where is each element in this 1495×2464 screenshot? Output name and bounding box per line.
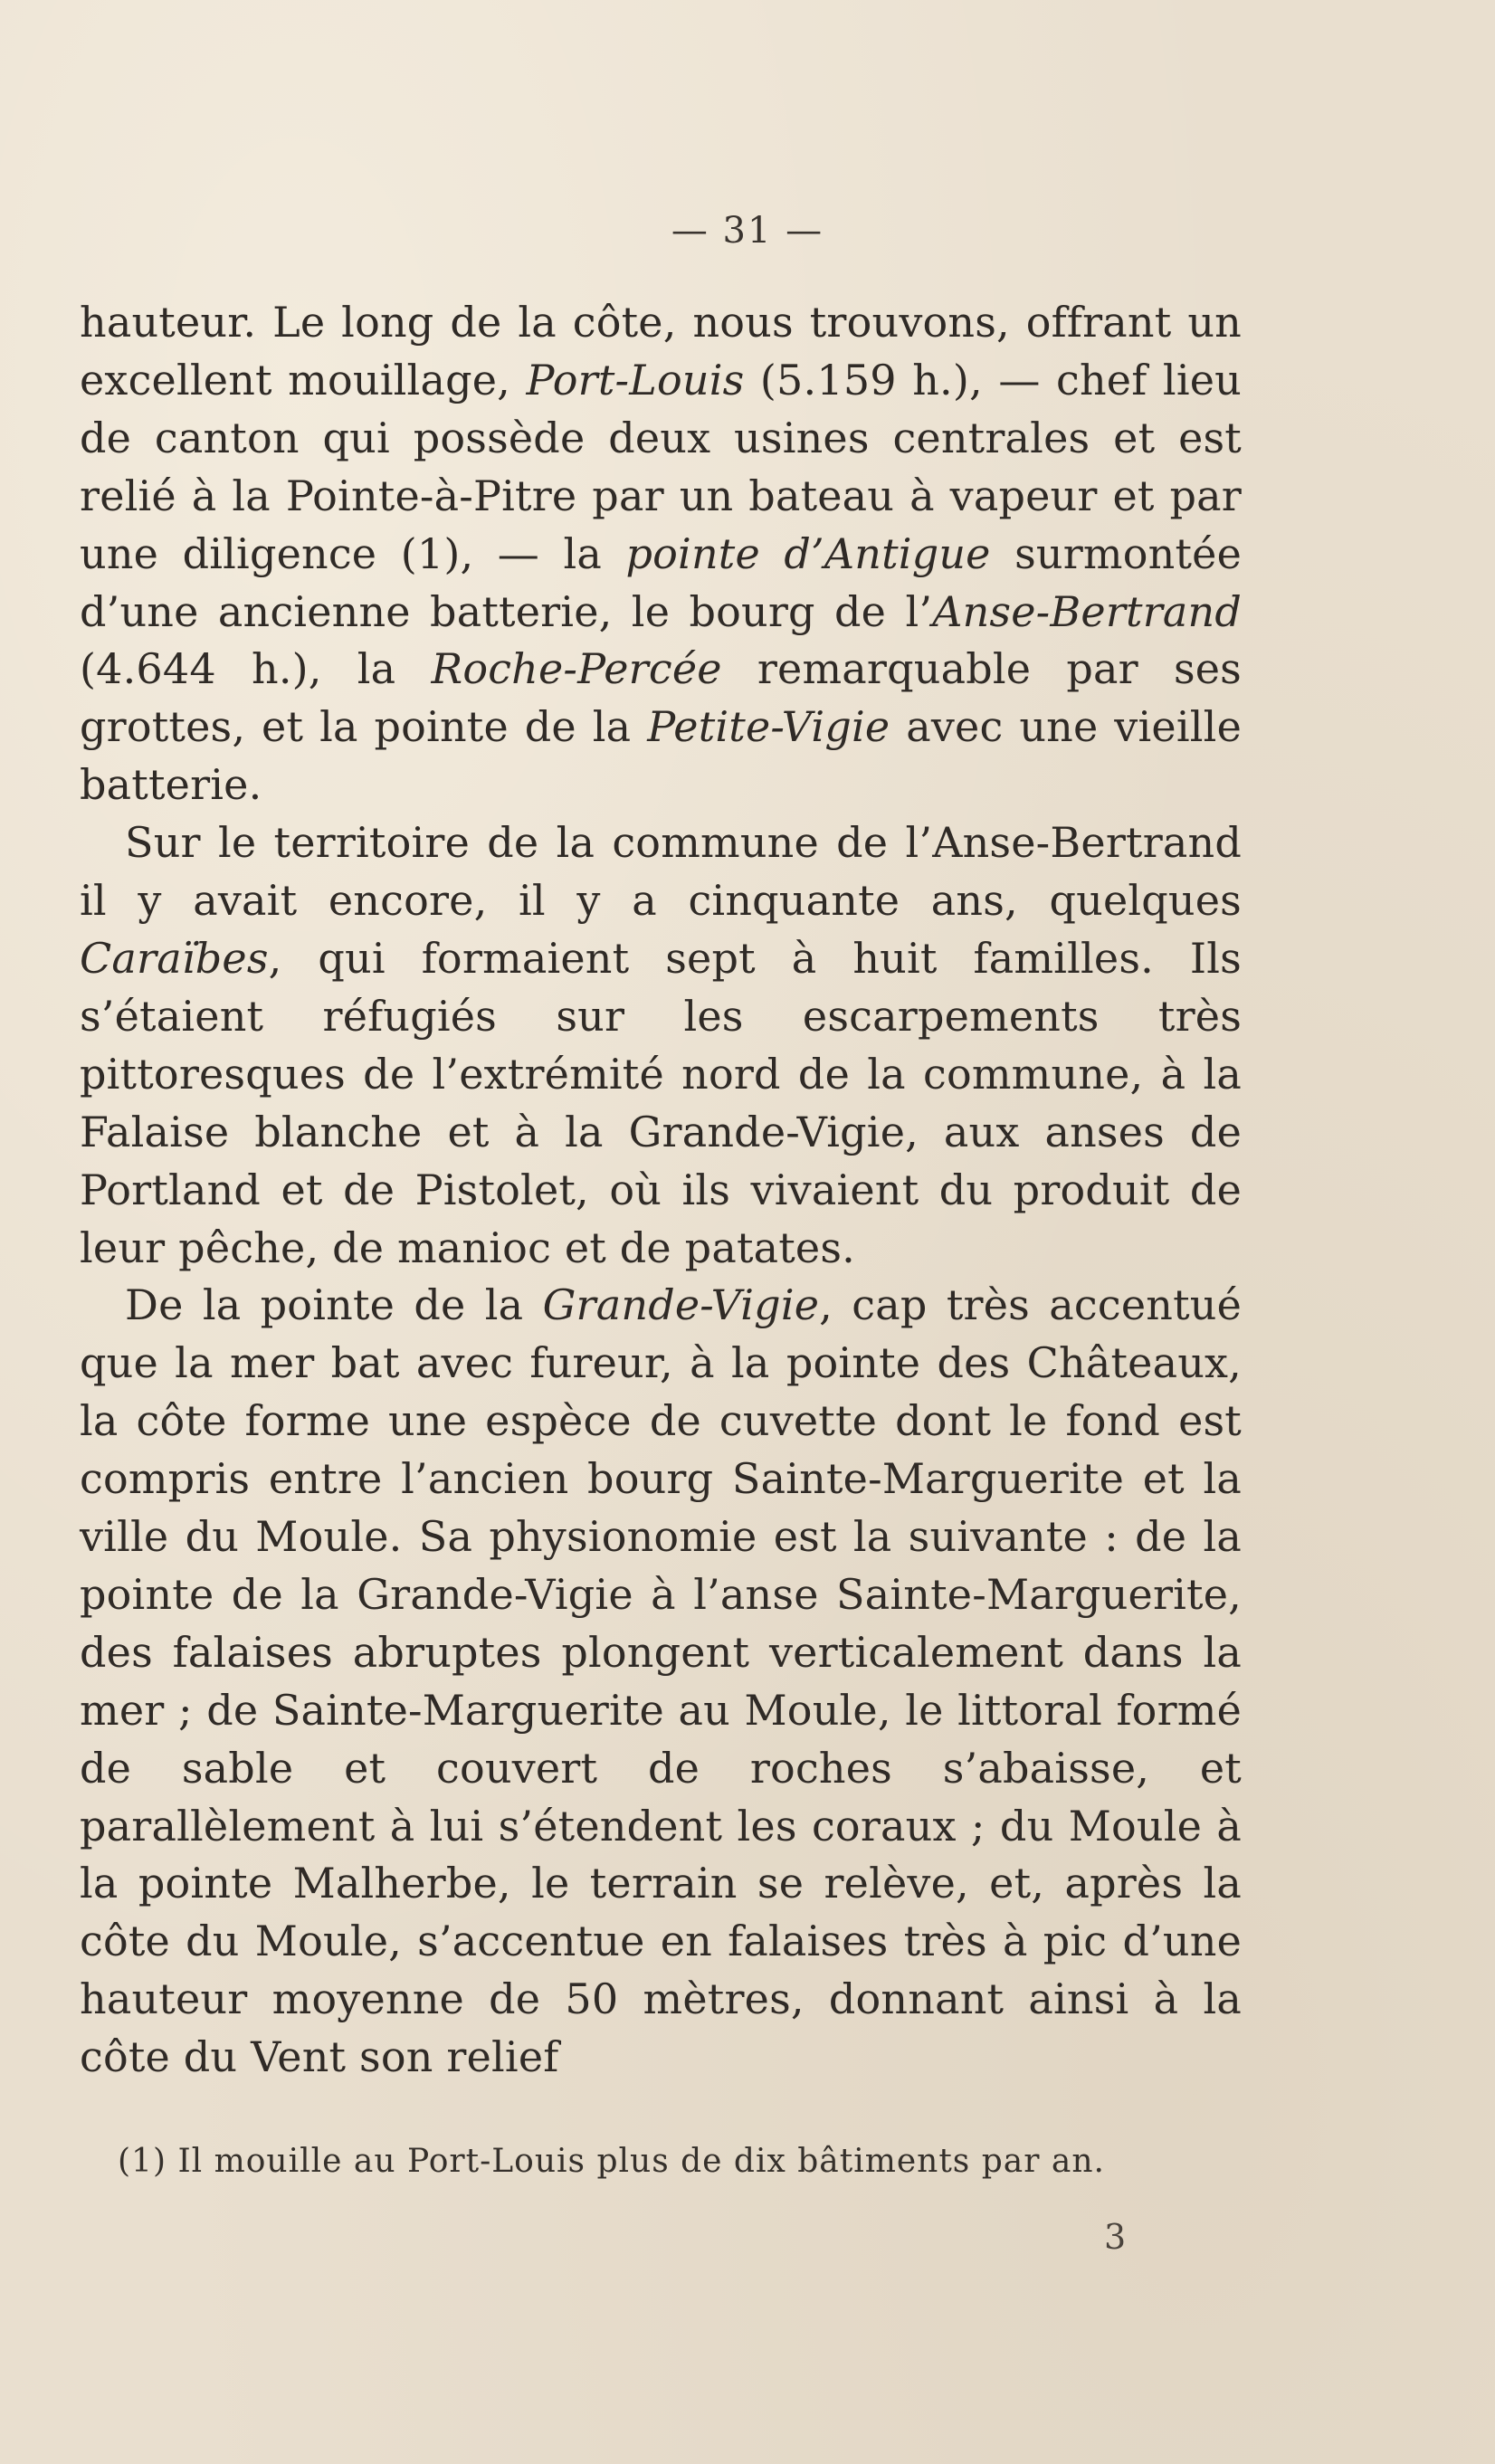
text-segment: avec une vieille batterie.	[80, 702, 1242, 810]
text-segment: (4.644 h.), la	[80, 644, 432, 694]
place-name: pointe d’Antigue	[625, 528, 991, 578]
place-name: Port-Louis	[526, 355, 745, 404]
text-segment: De la pointe de la	[125, 1280, 543, 1330]
text-segment: (5.159 h.), — chef lieu de canton qui possède deux usines centrales et est relié à la Pointe-à-Pitre par un bateau à vapeur et par une diligence (1), — la	[80, 355, 1242, 578]
signature-mark: 3	[1104, 2217, 1127, 2257]
place-name: Anse-Bertrand	[932, 586, 1242, 636]
text-segment: , qui formaient sept à huit familles. Ils s’étaient réfugiés sur les escarpements très pittoresques de l’extrémité nord de la commune, à la Falaise blanche et à la Grande-Vigie, aux anses de Portland et de Pistolet, où ils vivaient du produit de leur pêche, de manioc et de patates.	[80, 933, 1242, 1272]
text-segment: Sur le territoire de la commune de l’Anse-Bertrand il y avait encore, il y a cinquante ans, quelques	[80, 818, 1242, 926]
paragraph-1	[80, 294, 1242, 814]
text-segment: hauteur. Le long de la côte, nous trouvons, offrant un excellent mouillage,	[80, 298, 1242, 404]
text-segment: , cap très accentué que la mer bat avec fureur, à la pointe des Châteaux, la côte forme une espèce de cuvette dont le fond est compris entre l’ancien bourg Sainte-Marguerite et la ville du Moule. Sa physionomie est la suivante : de la pointe de la Grande-Vigie à l’anse Sainte-Marguerite, des falaises abruptes plongent verticalement dans la mer ; de Sainte-Marguerite au Moule, le littoral formé de sable et couvert de roches s’abaisse, et parallèlement à lui s’étendent les coraux ; du Moule à la pointe Malherbe, le terrain se relève, et, après la côte du Moule, s’accentue en falaises très à pic d’une hauteur moyenne de 50 mètres, donnant ainsi à la côte du Vent son relief	[80, 1280, 1243, 2082]
place-name: Roche-Percée	[431, 644, 722, 694]
text-segment: surmontée d’une ancienne batterie, le bourg de l’	[80, 528, 1242, 636]
people-name: Caraïbes	[80, 933, 269, 983]
place-name: Petite-Vigie	[647, 702, 890, 752]
text-segment: remarquable par ses grottes, et la pointe de la	[80, 644, 1242, 752]
paragraph-3	[80, 1277, 1242, 2087]
place-name: Grande-Vigie	[542, 1280, 820, 1330]
page-number-header: — 31 —	[671, 210, 824, 252]
body-text	[80, 294, 1242, 2087]
paragraph-2	[80, 814, 1242, 1277]
footnote: (1) Il mouille au Port-Louis plus de dix bâtiments par an.	[118, 2143, 1105, 2180]
